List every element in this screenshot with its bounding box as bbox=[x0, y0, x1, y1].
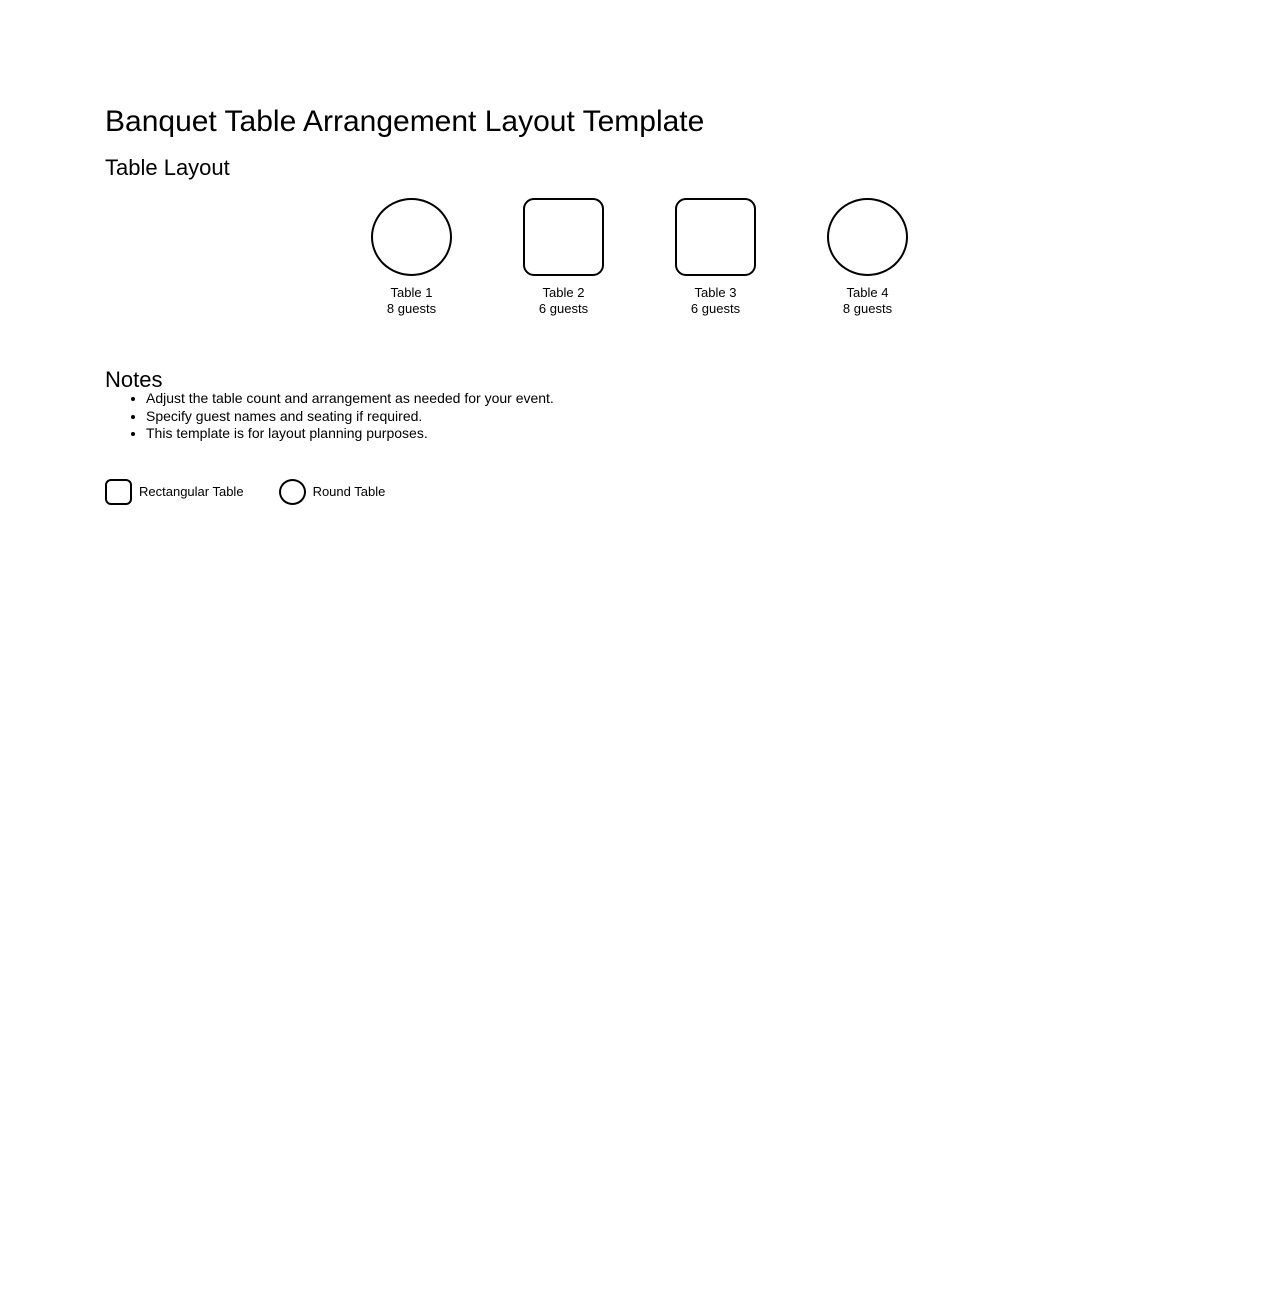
table-shape-slot-2 bbox=[523, 198, 604, 276]
section-heading-table-layout: Table Layout bbox=[105, 155, 230, 181]
rectangular-table-swatch-icon bbox=[105, 479, 132, 505]
round-table-shape-icon bbox=[371, 198, 452, 276]
table-guests-4: 8 guests bbox=[842, 301, 893, 316]
table-guests-2: 6 guests bbox=[538, 301, 589, 316]
list-item: • Specify guest names and seating if required. bbox=[146, 408, 554, 426]
round-table-shape-icon bbox=[827, 198, 908, 276]
rectangular-table-shape-icon bbox=[523, 198, 604, 276]
table-layout-row bbox=[371, 198, 908, 317]
legend-item-rectangular-table bbox=[105, 479, 244, 505]
section-heading-notes: Notes bbox=[105, 367, 163, 393]
table-item-2[interactable] bbox=[523, 198, 604, 317]
rectangular-table-shape-icon bbox=[675, 198, 756, 276]
table-shape-slot-1 bbox=[371, 198, 452, 276]
table-shape-slot-3 bbox=[675, 198, 756, 276]
table-name-1: Table 1 bbox=[390, 285, 433, 300]
list-item: • This template is for layout planning purposes. bbox=[146, 425, 554, 443]
table-caption-2 bbox=[539, 285, 588, 317]
table-item-1[interactable] bbox=[371, 198, 452, 317]
notes-list bbox=[116, 390, 554, 443]
table-item-3[interactable] bbox=[675, 198, 756, 317]
table-guests-3: 6 guests bbox=[690, 301, 741, 316]
list-item: • Adjust the table count and arrangement as needed for your event. bbox=[146, 390, 554, 408]
legend-label-rectangular-table: Rectangular Table bbox=[139, 484, 244, 499]
round-table-swatch-icon bbox=[279, 479, 306, 505]
table-guests-1: 8 guests bbox=[386, 301, 437, 316]
table-caption-3 bbox=[691, 285, 740, 317]
legend-label-round-table: Round Table bbox=[312, 484, 386, 499]
shape-legend bbox=[105, 479, 385, 505]
table-name-2: Table 2 bbox=[542, 285, 585, 300]
legend-item-round-table bbox=[279, 479, 386, 505]
table-shape-slot-4 bbox=[827, 198, 908, 276]
table-caption-1 bbox=[387, 285, 436, 317]
table-item-4[interactable] bbox=[827, 198, 908, 317]
table-name-3: Table 3 bbox=[694, 285, 737, 300]
page-title: Banquet Table Arrangement Layout Template bbox=[105, 105, 705, 139]
table-caption-4 bbox=[843, 285, 892, 317]
table-name-4: Table 4 bbox=[846, 285, 889, 300]
